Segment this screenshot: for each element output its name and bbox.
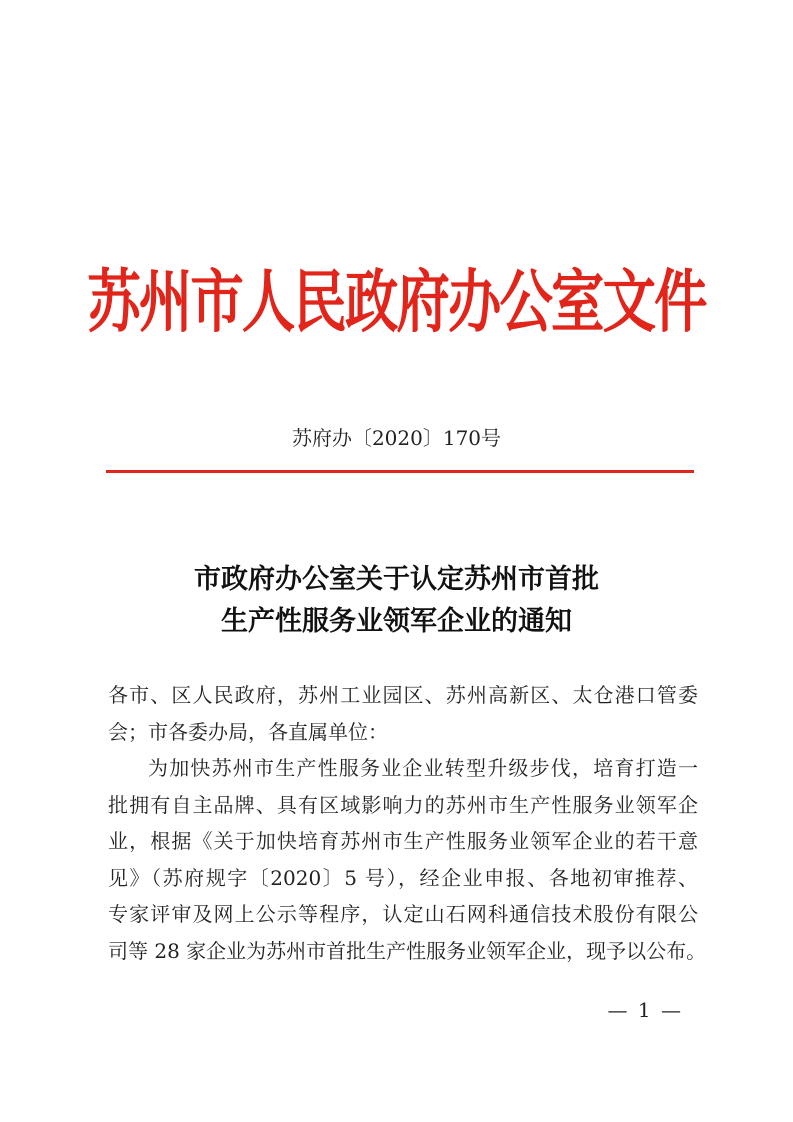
- document-masthead: 苏州市人民政府办公室文件: [87, 261, 706, 343]
- red-divider-rule: [106, 470, 694, 473]
- addressee-line-1: 各市、区人民政府，苏州工业园区、苏州高新区、太仓港口管委: [108, 683, 698, 707]
- notice-title-line-1: 市政府办公室关于认定苏州市首批: [194, 564, 599, 595]
- addressee-line-2: 会；市各委办局，各直属单位：: [108, 719, 388, 744]
- paragraph-line-3: 业，根据《关于加快培育苏州市生产性服务业领军企业的若干意: [108, 829, 698, 853]
- page-number: — 1 —: [607, 998, 683, 1022]
- addressee-block: [108, 677, 698, 750]
- paragraph-line-5: 专家评审及网上公示等程序，认定山石网科通信技术股份有限公: [108, 902, 698, 926]
- paragraph-line-1: 为加快苏州市生产性服务业企业转型升级步伐，培育打造一: [148, 756, 698, 780]
- body-paragraph: [108, 750, 707, 969]
- paragraph-line-4: 见》（苏府规字〔2020〕5 号），经企业申报、各地初审推荐、: [108, 865, 698, 890]
- paragraph-line-6: 司等 28 家企业为苏州市首批生产性服务业领军企业，现予以公布。: [108, 938, 707, 963]
- paragraph-line-2: 批拥有自主品牌、具有区域影响力的苏州市生产性服务业领军企: [108, 792, 698, 817]
- document-number: 苏府办〔2020〕170号: [291, 426, 502, 450]
- notice-title-line-2: 生产性服务业领军企业的通知: [221, 606, 572, 637]
